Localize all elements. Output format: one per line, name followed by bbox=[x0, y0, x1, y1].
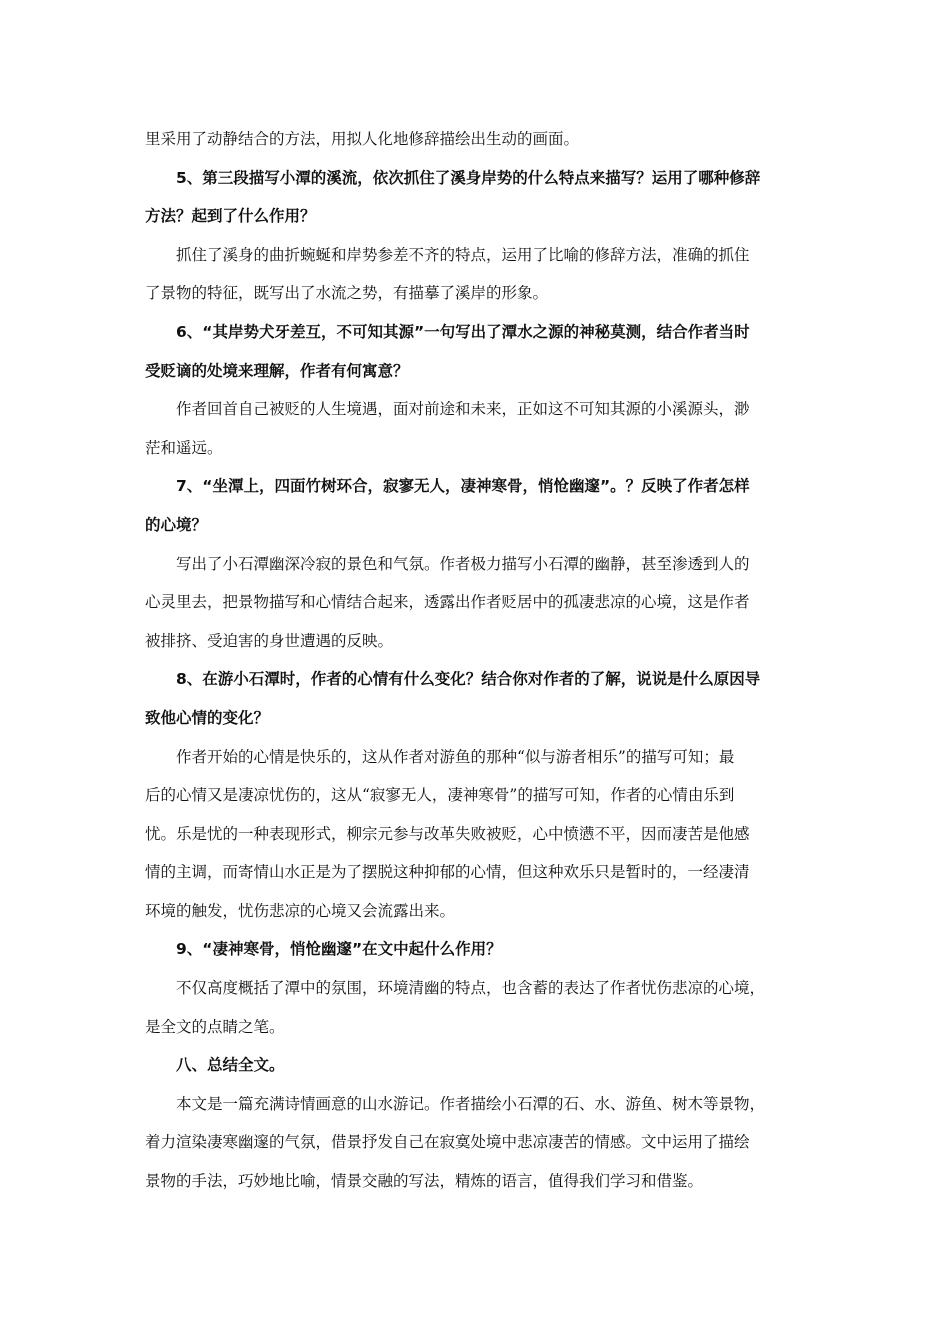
question-line: 受贬谪的处境来理解，作者有何寓意？ bbox=[145, 361, 409, 380]
answer-line: 环境的触发，忧伤悲凉的心境又会流露出来。 bbox=[145, 901, 456, 920]
question-line: 八、总结全文。 bbox=[176, 1056, 285, 1075]
answer-line: 本文是一篇充满诗情画意的山水游记。作者描绘小石潭的石、水、游鱼、树木等景物， bbox=[176, 1094, 766, 1113]
question-line: 方法？起到了什么作用？ bbox=[145, 207, 316, 226]
answer-line: 茫和遥远。 bbox=[145, 438, 223, 457]
answer-line: 写出了小石潭幽深冷寂的景色和气氛。作者极力描写小石潭的幽静，甚至渗透到人的 bbox=[176, 554, 750, 573]
answer-line: 了景物的特征，既写出了水流之势，有描摹了溪岸的形象。 bbox=[145, 284, 549, 303]
answer-line: 作者回首自己被贬的人生境遇，面对前途和未来，正如这不可知其源的小溪源头，渺 bbox=[176, 400, 750, 419]
answer-line: 里采用了动静结合的方法，用拟人化地修辞描绘出生动的画面。 bbox=[145, 130, 580, 148]
document-page bbox=[145, 120, 813, 1201]
answer-line: 作者开始的心情是快乐的，这从作者对游鱼的那种“似与游者相乐”的描写可知；最 bbox=[176, 747, 735, 766]
question-line: 5、第三段描写小潭的溪流，依次抓住了溪身岸势的什么特点来描写？运用了哪种修辞 bbox=[176, 168, 761, 187]
question-line: 6、“其岸势犬牙差互，不可知其源”一句写出了潭水之源的神秘莫测，结合作者当时 bbox=[176, 322, 750, 341]
answer-line: 被排挤、受迫害的身世遭遇的反映。 bbox=[145, 631, 394, 650]
answer-line: 后的心情又是凄凉忧伤的，这从“寂寥无人，凄神寒骨”的描写可知，作者的心情由乐到 bbox=[145, 786, 735, 805]
question-line: 的心境？ bbox=[145, 515, 208, 534]
question-line: 7、“坐潭上，四面竹树环合，寂寥无人，凄神寒骨，悄怆幽邃”。？反映了作者怎样 bbox=[176, 477, 750, 496]
answer-line: 抓住了溪身的曲折蜿蜒和岸势参差不齐的特点，运用了比喻的修辞方法，准确的抓住 bbox=[176, 245, 750, 264]
question-line: 8、在游小石潭时，作者的心情有什么变化？结合你对作者的了解，说说是什么原因导 bbox=[176, 670, 761, 689]
answer-line: 忧。乐是忧的一种表现形式，柳宗元参与改革失败被贬，心中愤懑不平，因而凄苦是他感 bbox=[145, 824, 750, 843]
answer-line: 心灵里去，把景物描写和心情结合起来，透露出作者贬居中的孤凄悲凉的心境，这是作者 bbox=[145, 593, 750, 612]
question-line: 致他心情的变化？ bbox=[145, 708, 270, 727]
answer-line: 是全文的点睛之笔。 bbox=[145, 1017, 285, 1036]
answer-line: 着力渲染凄寒幽邃的气氛，借景抒发自己在寂寞处境中悲凉凄苦的情感。文中运用了描绘 bbox=[145, 1133, 750, 1152]
answer-line: 情的主调，而寄情山水正是为了摆脱这种抑郁的心情，但这种欢乐只是暂时的，一经凄清 bbox=[145, 863, 750, 882]
question-line: 9、“凄神寒骨，悄怆幽邃”在文中起什么作用？ bbox=[176, 940, 502, 959]
answer-line: 不仅高度概括了潭中的氛围，环境清幽的特点，也含蓄的表达了作者忧伤悲凉的心境， bbox=[176, 979, 766, 998]
answer-line: 景物的手法，巧妙地比喻，情景交融的写法，精炼的语言，值得我们学习和借鉴。 bbox=[145, 1172, 704, 1191]
